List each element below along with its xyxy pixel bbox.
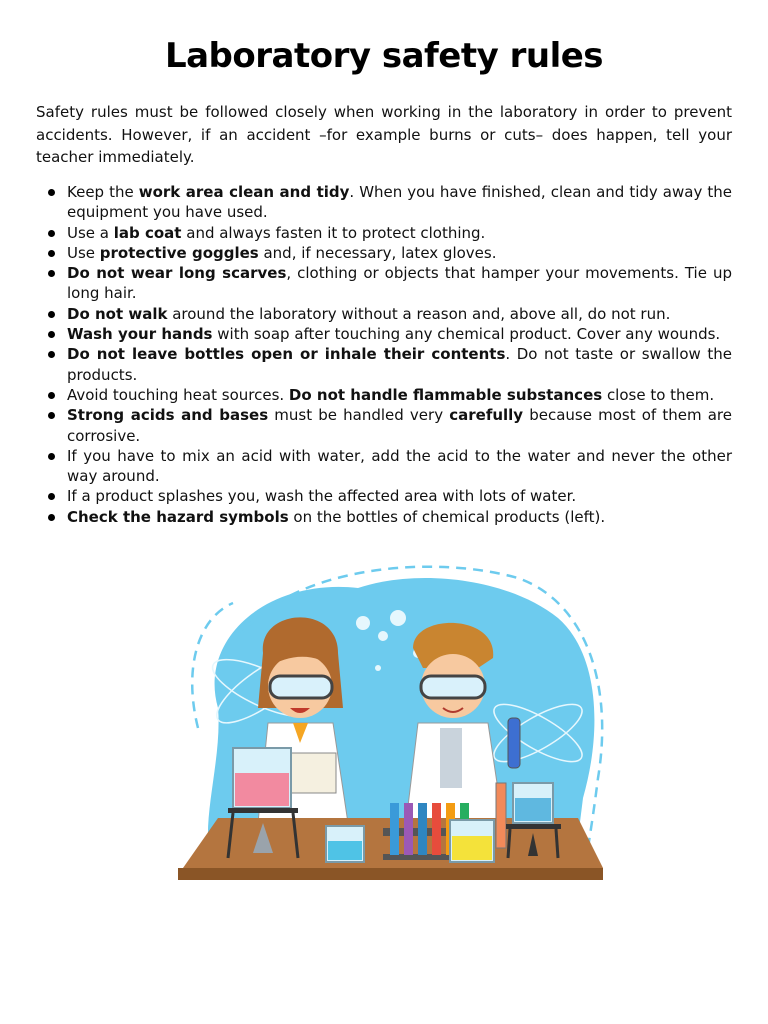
rule-text: close to them.: [602, 385, 715, 404]
rule-text: because most of them are corrosive.: [67, 406, 732, 445]
rule-text: and, if necessary, latex gloves.: [258, 243, 497, 262]
rule-text: . When you have finished, clean and tidy away the equipment you have used.: [67, 183, 732, 222]
safety-rules-list: [36, 182, 732, 527]
rule-text: around the laboratory without a reason and, above all, do not run.: [167, 304, 671, 323]
rule-item: [36, 385, 732, 405]
intro-paragraph: Safety rules must be followed closely when working in the laboratory in order to prevent accidents. However, if an accident –for example burns or cuts– does happen, tell your teacher immediately.: [36, 103, 732, 166]
rule-emphasis: Do not walk: [67, 304, 168, 323]
rule-text: on the bottles of chemical products (left).: [288, 507, 606, 526]
lab-kids-illustration: [178, 558, 608, 890]
rule-item: [36, 243, 732, 263]
rule-item: [36, 223, 732, 243]
rule-item: [36, 182, 732, 223]
rule-emphasis: Wash your hands: [67, 325, 213, 344]
rule-item: [36, 344, 732, 385]
rule-item: [36, 486, 732, 506]
rule-emphasis: Do not leave bottles open or inhale their contents: [67, 345, 506, 364]
rule-text: If a product splashes you, wash the affected area with lots of water.: [67, 487, 577, 506]
rule-text: , clothing or objects that hamper your movements. Tie up long hair.: [67, 264, 732, 303]
rule-text: with soap after touching any chemical product. Cover any wounds.: [212, 325, 721, 344]
blue-beaker: [326, 826, 364, 862]
rule-text: must be handled very: [268, 406, 450, 425]
rule-emphasis: Strong acids and bases: [67, 406, 269, 425]
rule-item: [36, 304, 732, 324]
rule-emphasis: work area clean and tidy: [138, 183, 350, 201]
rule-item: [36, 405, 732, 446]
rule-item: [36, 324, 732, 344]
rule-item: [36, 446, 732, 487]
rule-emphasis: Do not wear long scarves: [67, 264, 287, 283]
rule-emphasis: Check the hazard symbols: [67, 507, 289, 526]
rule-item: [36, 263, 732, 304]
rule-emphasis: Do not handle flammable substances: [288, 385, 603, 404]
pink-beaker: [233, 748, 291, 808]
rule-text: Avoid touching heat sources.: [67, 385, 289, 404]
page-title: Laboratory safety rules: [164, 36, 604, 76]
rule-text: and always fasten it to protect clothing.: [181, 223, 486, 242]
rule-emphasis: carefully: [449, 406, 524, 425]
rule-emphasis: protective goggles: [99, 243, 259, 262]
rule-text: Use: [67, 243, 100, 262]
rule-item: [36, 507, 732, 527]
rule-text: . Do not taste or swallow the products.: [67, 345, 732, 384]
rule-text: If you have to mix an acid with water, add the acid to the water and never the other way around.: [67, 446, 732, 486]
rule-text: Keep the: [67, 183, 139, 201]
rule-text: Use a: [67, 223, 114, 242]
rule-emphasis: lab coat: [113, 223, 182, 242]
